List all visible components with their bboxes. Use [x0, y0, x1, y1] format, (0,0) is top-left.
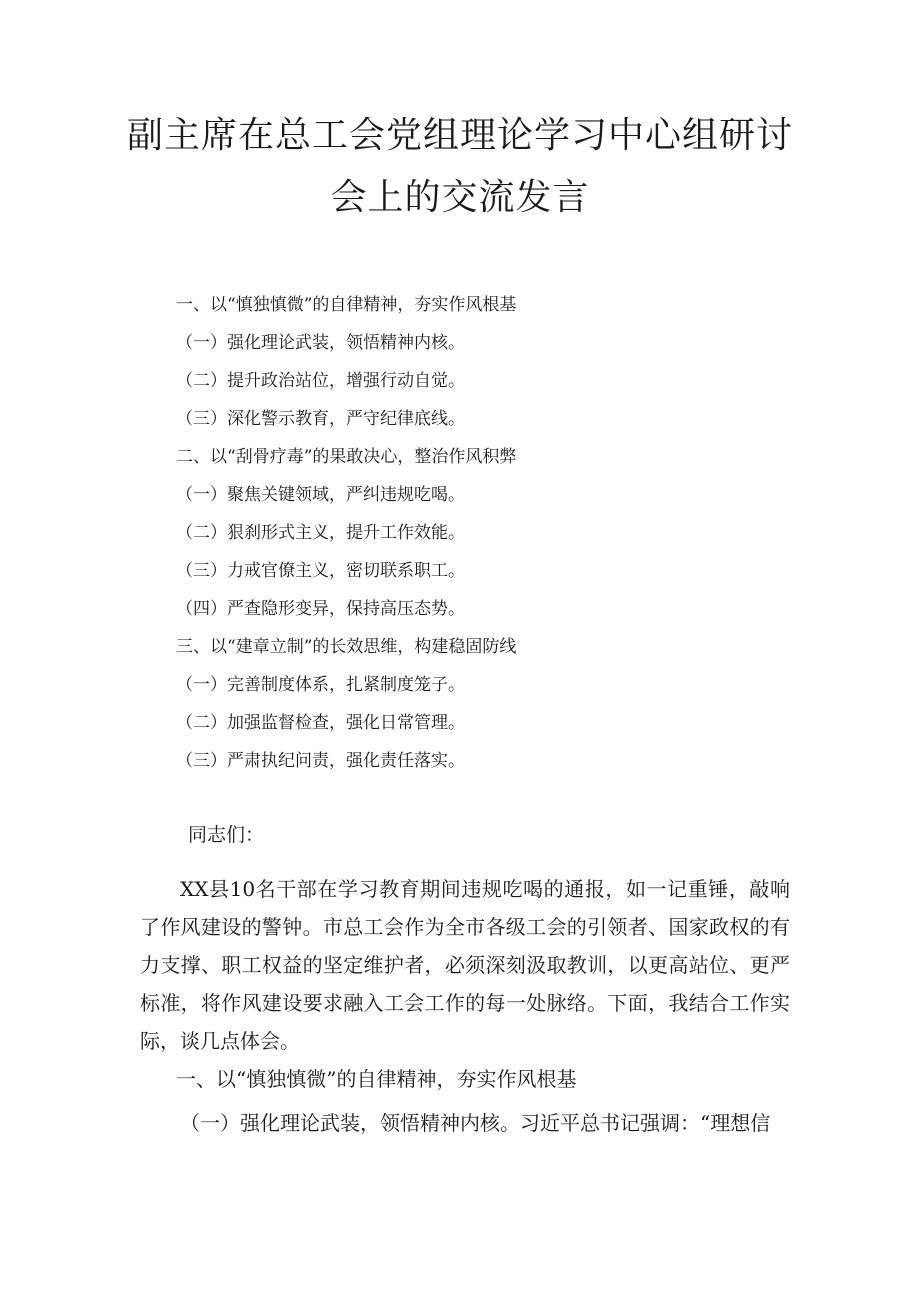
- outline-list: [176, 292, 516, 786]
- outline-item: （二）加强监督检查，强化日常管理。: [176, 713, 465, 733]
- outline-item: 三、以“建章立制”的长效思维，构建稳固防线: [176, 637, 517, 657]
- outline-item: （一）强化理论武装，领悟精神内核。: [176, 333, 465, 353]
- outline-item: 二、以“刮骨疗毒”的果敢决心，整治作风积弊: [176, 447, 517, 467]
- outline-item: （一）聚焦关键领域，严纠违规吃喝。: [176, 485, 465, 505]
- speech-body: [140, 822, 790, 1142]
- outline-item: （一）完善制度体系，扎紧制度笼子。: [176, 675, 465, 695]
- intro-paragraph: XX县10名干部在学习教育期间违规吃喝的通报，如一记重锤，敲响了作风建设的警钟。市总工会作为全市各级工会的引领者、国家政权的有力支撑、职工权益的坚定维护者，必须深刻汲取教训，以更高站位、更严标准，将作风建设要求融入工会工作的每一处脉络。下面，我结合工作实际，谈几点体会。: [140, 877, 790, 1053]
- document-title-line-2: 会上的交流发言: [330, 177, 590, 218]
- document-title-line-1: 副主席在总工会党组理论学习中心组研讨: [126, 115, 793, 156]
- outline-item: （三）深化警示教育，严守纪律底线。: [176, 409, 465, 429]
- outline-item: （三）力戒官僚主义，密切联系职工。: [176, 561, 465, 581]
- outline-item: 一、以“慎独慎微”的自律精神，夯实作风根基: [176, 295, 517, 315]
- outline-item: （四）严查隐形变异，保持高压态势。: [176, 599, 465, 619]
- outline-item: （二）提升政治站位，增强行动自觉。: [176, 371, 465, 391]
- outline-item: （二）狠刹形式主义，提升工作效能。: [176, 523, 465, 543]
- salutation: 同志们：: [188, 824, 265, 846]
- section-heading: 一、以“慎独慎微”的自律精神，夯实作风根基: [176, 1067, 577, 1091]
- subsection-paragraph-start: （一）强化理论武装，领悟精神内核。习近平总书记强调：“理想信: [180, 1111, 771, 1135]
- outline-item: （三）严肃执纪问责，强化责任落实。: [176, 751, 465, 771]
